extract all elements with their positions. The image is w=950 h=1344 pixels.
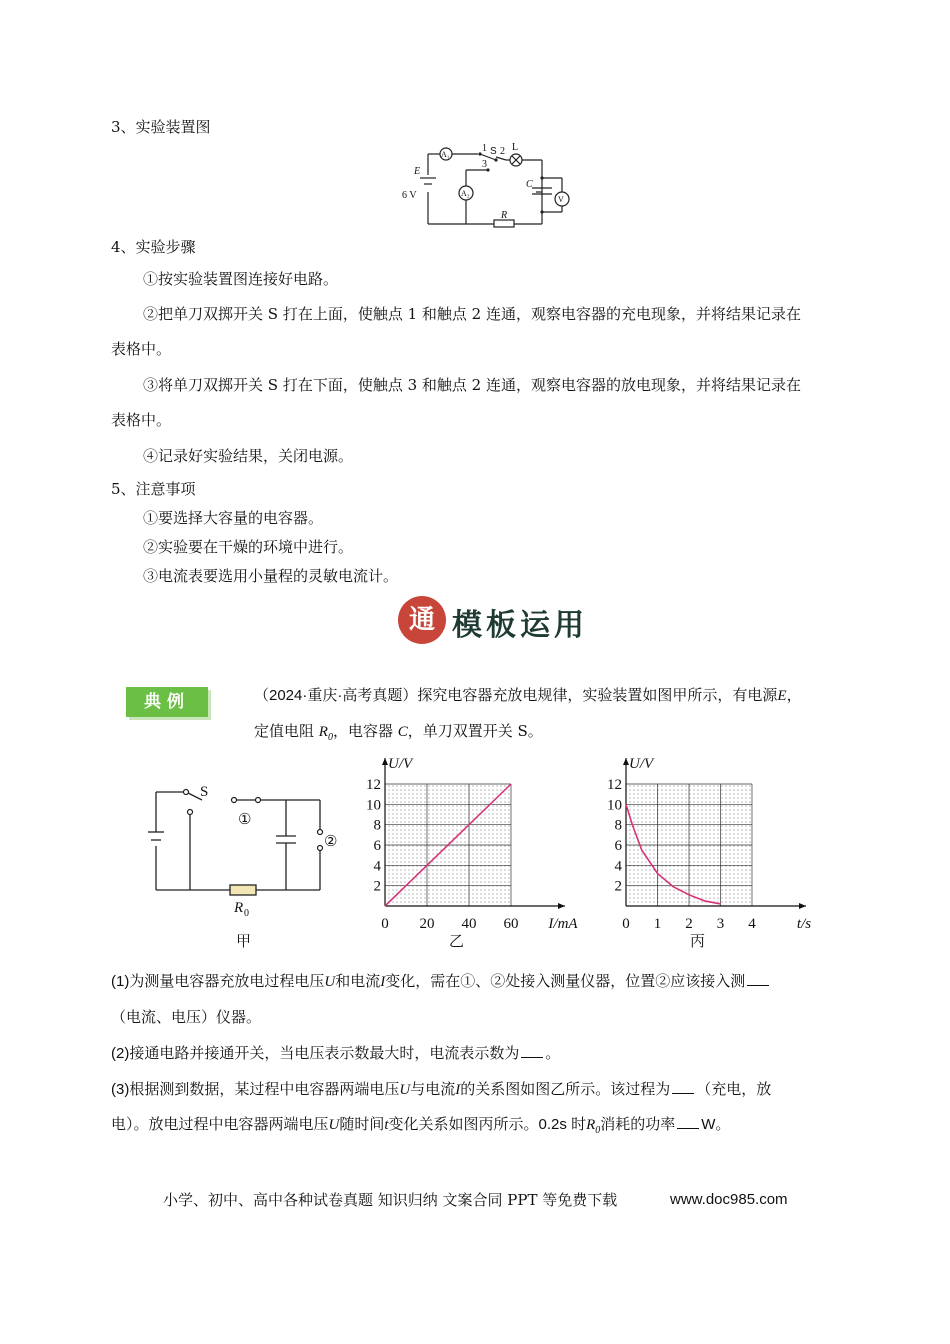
step-2: ②把单刀双掷开关 S 打在上面，使触点 1 和触点 2 连通，观察电容器的充电现象，并将结果记录在 <box>143 305 801 323</box>
example-text-a: 定值电阻 <box>254 722 319 740</box>
banner-badge: 通 <box>398 596 446 644</box>
note-2: ②实验要在干燥的环境中进行。 <box>143 538 354 556</box>
figure-jia-circuit <box>140 776 340 926</box>
y-axis-label: U/V <box>388 756 413 772</box>
chart-yi <box>355 752 585 932</box>
x-tick-label: 3 <box>716 916 725 932</box>
footer-url[interactable]: www.doc985.com <box>670 1191 788 1208</box>
jia-s-label: S <box>200 784 209 800</box>
y-tick-label: 12 <box>607 777 622 793</box>
y-tick-label: 8 <box>614 817 622 834</box>
q3-blank-1[interactable] <box>672 1079 694 1094</box>
q3-text-g: 变化关系如图丙所示。0.2s 时 <box>388 1116 587 1133</box>
var-r0-sub: 0 <box>327 732 333 743</box>
var-r0: R <box>318 724 328 740</box>
x-tick-label: 60 <box>503 916 519 932</box>
q1-text-b: 和电流 <box>335 972 381 990</box>
emf-label: 6 V <box>402 190 417 201</box>
question-2 <box>111 1042 560 1065</box>
banner-title: 模板运用 <box>452 608 588 643</box>
note-3: ③电流表要选用小量程的灵敏电流计。 <box>143 567 399 585</box>
q3-var-t: t <box>384 1117 389 1133</box>
jia-p1-label: ① <box>238 812 252 828</box>
q3-text-b: 与电流 <box>410 1080 456 1098</box>
y-tick-label: 6 <box>373 838 381 854</box>
q3-text-e: 电）。放电过程中电容器两端电压 <box>111 1115 329 1133</box>
q1-var-i: I <box>380 974 386 990</box>
y-tick-label: 8 <box>373 817 381 834</box>
v-label: V <box>558 195 564 204</box>
example-text-c: ，单刀双置开关 S。 <box>407 722 543 740</box>
example-intro: 探究电容器充放电规律，实验装置如图甲所示，有电源 <box>417 686 778 704</box>
caption-bing: 丙 <box>690 932 706 950</box>
section4-heading: 4、实验步骤 <box>111 238 196 256</box>
circuit-diagram <box>398 140 578 232</box>
example-source: （2024·重庆·高考真题） <box>254 687 418 704</box>
x-axis-label: t/s <box>796 916 812 932</box>
jia-p2-label: ② <box>324 834 338 850</box>
x-tick-label: 40 <box>461 916 477 932</box>
example-text-b: ，电容器 <box>332 722 398 740</box>
e-label: E <box>414 166 421 177</box>
q3-var-r-sub: 0 <box>595 1125 601 1136</box>
x-tick-label: 4 <box>748 916 756 932</box>
q1-blank[interactable] <box>747 971 769 986</box>
y-tick-label: 4 <box>614 858 622 875</box>
q3-text-a: (3)根据测到数据，某过程中电容器两端电压 <box>111 1081 400 1098</box>
step-1: ①按实验装置图连接好电路。 <box>143 270 339 288</box>
q3-var-u: U <box>399 1082 411 1098</box>
step-4: ④记录好实验结果，关闭电源。 <box>143 447 354 465</box>
caption-jia: 甲 <box>236 932 252 950</box>
l-label: L <box>512 142 519 153</box>
example-line1 <box>254 684 802 707</box>
caption-yi: 乙 <box>449 932 465 950</box>
a1-label: A₁ <box>441 150 450 159</box>
y-tick-label: 2 <box>373 878 381 895</box>
y-tick-label: 10 <box>607 797 622 814</box>
step-2-cont: 表格中。 <box>111 340 172 358</box>
q3-var-i: I <box>455 1082 461 1098</box>
x-tick-label: 1 <box>653 916 662 932</box>
question-3 <box>111 1078 771 1101</box>
example-line2 <box>254 720 543 749</box>
example-tag: 典例 <box>126 687 208 717</box>
s-label: S <box>490 146 497 157</box>
x-tick-label: 0 <box>381 916 389 932</box>
jia-r-label: R <box>234 900 244 916</box>
step-3: ③将单刀双掷开关 S 打在下面，使触点 3 和触点 2 连通，观察电容器的放电现象，并将结果记录在 <box>143 376 801 394</box>
x-tick-label: 0 <box>622 916 630 932</box>
q3-text-d: （充电，放 <box>696 1080 772 1098</box>
var-c: C <box>397 724 408 740</box>
a2-label: A₂ <box>461 189 470 198</box>
y-tick-label: 2 <box>614 878 622 895</box>
question-3-cont <box>111 1113 730 1142</box>
q3-text-h: 消耗的功率 <box>600 1115 676 1133</box>
x-axis-arrow <box>558 903 565 909</box>
q1-text-c: 变化，需在①、②处接入测量仪器，位置②应该接入测 <box>385 972 746 990</box>
y-tick-label: 12 <box>366 777 381 793</box>
y-tick-label: 6 <box>614 838 622 854</box>
t1-label: 1 <box>482 143 487 154</box>
step-3-cont: 表格中。 <box>111 411 172 429</box>
c-label: C <box>526 179 533 190</box>
y-tick-label: 4 <box>373 858 381 875</box>
r-label: R <box>501 210 508 221</box>
chart-bing <box>600 752 820 932</box>
q3-var-r: R <box>586 1117 596 1133</box>
q2-blank[interactable] <box>521 1043 543 1058</box>
q2-text-a: (2)接通电路并接通开关，当电压表示数最大时，电流表示数为 <box>111 1045 520 1062</box>
y-tick-label: 10 <box>366 797 381 814</box>
x-axis-arrow <box>799 903 806 909</box>
note-1: ①要选择大容量的电容器。 <box>143 509 324 527</box>
q2-text-b: 。 <box>545 1044 561 1062</box>
jia-r-sub: 0 <box>244 908 249 919</box>
q1-text-a: (1)为测量电容器充放电过程电压 <box>111 973 325 990</box>
s2-label: 2 <box>500 146 505 157</box>
x-tick-label: 2 <box>685 916 693 932</box>
y-axis-label: U/V <box>629 756 654 772</box>
q3-text-f: 随时间 <box>339 1115 385 1133</box>
q3-text-c: 的关系图如图乙所示。该过程为 <box>460 1080 671 1098</box>
q3-var-u2: U <box>328 1117 340 1133</box>
q1-var-u: U <box>324 974 336 990</box>
q3-text-w: W。 <box>701 1116 731 1133</box>
section3-heading: 3、实验装置图 <box>111 118 211 136</box>
footer-text: 小学、初中、高中各种试卷真题 知识归纳 文案合同 PPT 等免费下载 <box>163 1191 618 1209</box>
t3-label: 3 <box>482 159 487 170</box>
example-comma: ， <box>786 686 802 704</box>
q3-blank-2[interactable] <box>677 1114 699 1129</box>
question-1-cont: （电流、电压）仪器。 <box>111 1008 262 1026</box>
var-e: E <box>777 688 787 704</box>
section5-heading: 5、注意事项 <box>111 480 196 498</box>
question-1 <box>111 970 771 993</box>
x-axis-label: I/mA <box>548 916 578 932</box>
x-tick-label: 20 <box>419 916 435 932</box>
